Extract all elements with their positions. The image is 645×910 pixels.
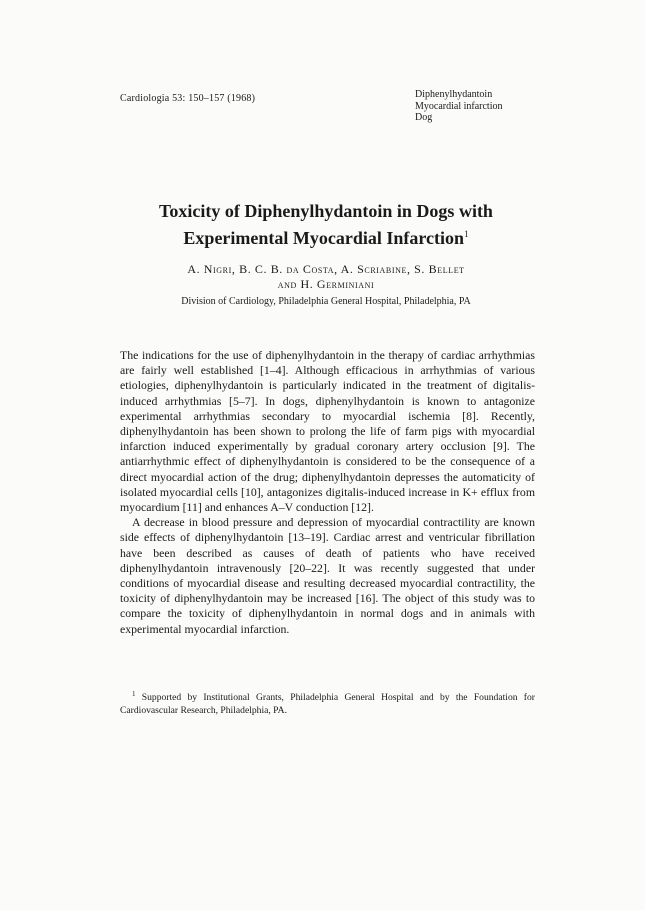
article-body bbox=[120, 348, 535, 637]
authors-line: A. Nigri, B. C. B. da Costa, A. Scriabine, S. Bellet bbox=[187, 262, 465, 276]
footnote-text: Supported by Institutional Grants, Philadelphia General Hospital and by the Foundation for Cardiovascular Research, Philadelphia, PA. bbox=[120, 692, 535, 716]
authors-line: and H. Germiniani bbox=[277, 277, 375, 291]
footnote bbox=[120, 688, 535, 717]
body-paragraph: The indications for the use of diphenylhydantoin in the therapy of cardiac arrhythmias are fairly well established [1–4]. Although efficacious in arrhythmias of various etiologies, diphenylhydantoin is particularly indicated in the treatment of digitalis-induced arrhythmias [5–7]. In dogs, diphenylhydantoin is known to antagonize experimental arrhythmias secondary to myocardial ischemia [8]. Recently, diphenylhydantoin has been shown to prolong the life of farm pigs with myocardial infarction induced experimentally by gradual coronary artery occlusion [9]. The antiarrhythmic effect of diphenylhydantoin is considered to be the consequence of a direct myocardial action of the drug; diphenylhydantoin depresses the automaticity of isolated myocardial cells [10], antagonizes digitalis-induced increase in K+ efflux from myocardium [11] and enhances A–V conduction [12]. bbox=[120, 348, 535, 515]
keyword: Dog bbox=[415, 112, 433, 123]
keyword: Diphenylhydantoin bbox=[415, 89, 493, 100]
keywords-block bbox=[415, 89, 502, 124]
article-title-text: Toxicity of Diphenylhydantoin in Dogs with Experimental Myocardial Infarction bbox=[159, 201, 493, 248]
affiliation: Division of Cardiology, Philadelphia General Hospital, Philadelphia, PA bbox=[181, 296, 471, 307]
footnote-mark: 1 bbox=[132, 690, 136, 698]
keyword: Myocardial infarction bbox=[415, 100, 503, 112]
body-paragraph: A decrease in blood pressure and depression of myocardial contractility are known side effects of diphenylhydantoin [13–19]. Cardiac arrest and ventricular fibrillation have been described as causes of death of patients who have received diphenylhydantoin intravenously [20–22]. It was recently suggested that under conditions of myocardial disease and resulting decreased myocardial contractility, the toxicity of diphenylhydantoin may be increased [16]. The object of this study was to compare the toxicity of diphenylhydantoin in normal dogs and in animals with experimental myocardial infarction. bbox=[120, 515, 535, 636]
title-footnote-mark: 1 bbox=[464, 229, 469, 239]
article-title bbox=[110, 200, 542, 250]
author-list bbox=[110, 262, 542, 292]
journal-citation: Cardiologia 53: 150–157 (1968) bbox=[120, 93, 256, 104]
